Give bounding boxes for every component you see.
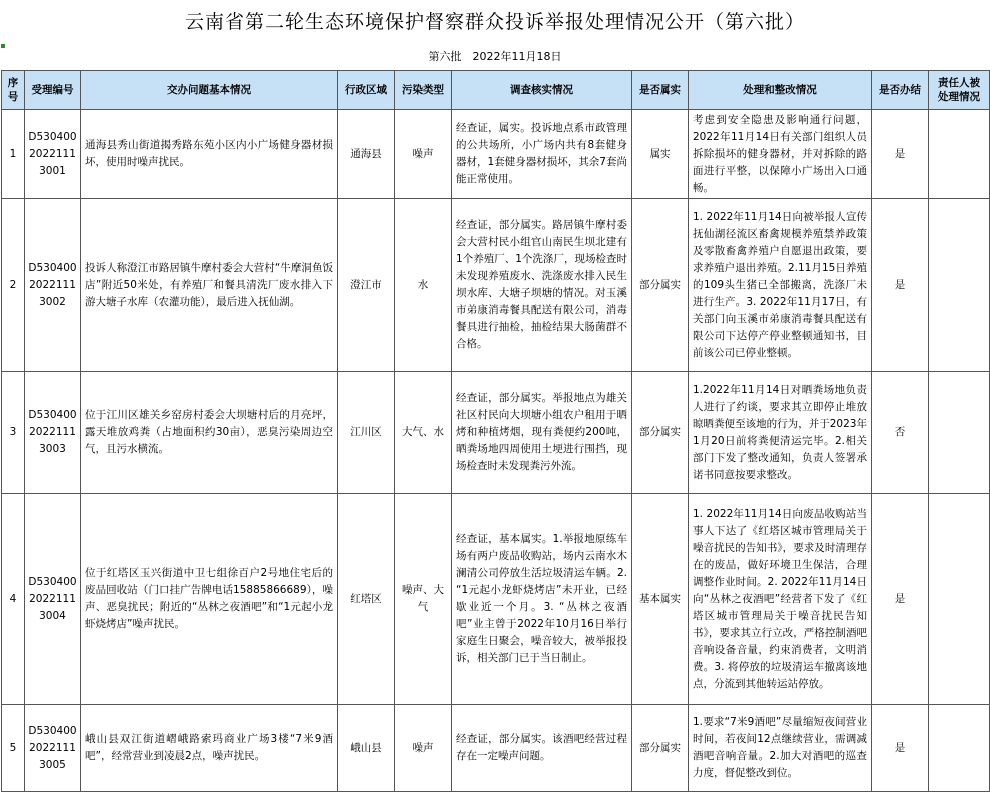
row-handling [689, 494, 872, 705]
row-handling-text: 1.2022年11月14日对晒粪场地负责人进行了约谈，要求其立即停止堆放晾晒粪便至该地的行为，并于2023年1月20日前将粪便清运完毕。2.相关部门下发了整改通知，负责人签署承诺书同意按要求整改。 [693, 383, 867, 481]
row-id: D5304002022111 3003 [25, 372, 81, 494]
row-verification [452, 705, 632, 792]
row-id: D5304002022111 3005 [25, 705, 81, 792]
row-accountability [929, 705, 990, 792]
row-verification [452, 372, 632, 494]
row-closed: 是 [872, 199, 929, 372]
row-seq: 4 [2, 494, 25, 705]
row-issue [81, 705, 338, 792]
row-closed: 是 [872, 705, 929, 792]
row-pollution: 噪声、大气 [395, 494, 452, 705]
row-seq: 5 [2, 705, 25, 792]
row-region: 通海县 [338, 110, 395, 199]
header-row [2, 71, 990, 110]
row-closed: 否 [872, 372, 929, 494]
row-confirmed: 基本属实 [632, 494, 689, 705]
row-issue-text: 位于江川区雄关乡窑房村委会大坝塘村后的月亮坪，露天堆放鸡粪（占地面积约30亩），恶臭污染周边空气，且污水横流。 [85, 409, 333, 455]
row-id: D5304002022111 3004 [25, 494, 81, 705]
row-handling [689, 372, 872, 494]
row-issue [81, 494, 338, 705]
complaint-table [1, 70, 990, 792]
row-region: 峨山县 [338, 705, 395, 792]
page-title: 云南省第二轮生态环境保护督察群众投诉举报处理情况公开（第六批） [184, 11, 805, 33]
row-handling-text: 1.要求“7米9酒吧”尽量缩短夜间营业时间，若夜间12点继续营业，需调减酒吧音响音量。2.加大对酒吧的巡查力度，督促整改到位。 [693, 716, 867, 779]
row-confirmed: 部分属实 [632, 705, 689, 792]
header-seq: 序号 [2, 71, 25, 110]
row-handling-text: 1. 2022年11月14日向废品收购站当事人下达了《红塔区城市管理局关于噪音扰民的告知书》，要求及时清理存在的废品，做好环境卫生保洁，合理调整作业时间。2. 2022年11月14日向“丛林之夜酒吧”经营者下发了《红塔区城市管理局关于噪音扰民告知书》，要求其立行立改，严格控制酒吧音响设备音量，约束消费者，文明消费。3. 将停放的垃圾清运车撤离该地点，分流到其他转运站停放。 [693, 507, 867, 690]
header-closed: 是否办结 [872, 71, 929, 110]
row-handling [689, 199, 872, 372]
row-issue [81, 110, 338, 199]
row-seq: 1 [2, 110, 25, 199]
row-id: D5304002022111 3002 [25, 199, 81, 372]
header-accountability: 责任人被处理情况 [929, 71, 990, 110]
row-verification-text: 经查证，属实。投诉地点系市政管理的公共场所，小广场内共有8套健身器材，1套健身器材损坏，其余7套尚能正常使用。 [456, 122, 627, 185]
row-issue-text: 峨山县双江街道嶍峨路索玛商业广场3楼“7米9酒吧”，经常营业到凌晨2点，噪声扰民。 [85, 733, 333, 762]
row-issue-text: 位于红塔区玉兴街道中卫七组徐百户2号地住宅后的废品回收站（门口挂广告牌电话15885866689），噪声、恶臭扰民；附近的“丛林之夜酒吧”和“1元起小龙虾烧烤店”噪声扰民。 [85, 567, 333, 630]
table-row [2, 494, 990, 705]
row-confirmed: 部分属实 [632, 372, 689, 494]
table-row [2, 372, 990, 494]
row-id: D5304002022111 3001 [25, 110, 81, 199]
row-verification [452, 199, 632, 372]
header-handling: 处理和整改情况 [689, 71, 872, 110]
row-closed: 是 [872, 110, 929, 199]
row-seq: 2 [2, 199, 25, 372]
row-issue [81, 199, 338, 372]
row-closed: 是 [872, 494, 929, 705]
row-handling [689, 110, 872, 199]
row-confirmed: 部分属实 [632, 199, 689, 372]
row-accountability [929, 372, 990, 494]
row-issue [81, 372, 338, 494]
row-pollution: 水 [395, 199, 452, 372]
row-verification [452, 494, 632, 705]
row-issue-text: 投诉人称澄江市路居镇牛摩村委会大营村“牛摩洞鱼饭店”附近50米处，有养殖厂和餐具清洗厂废水排入下游大塘子水库（农灌功能），最后进入抚仙湖。 [85, 261, 333, 308]
row-verification-text: 经查证，基本属实。1.举报地原练车场有两户废品收购站，场内云南水木澜清公司停放生活垃圾清运车辆。2. “1元起小龙虾烧烤店”未开业，已经歇业近一个月。3. “丛林之夜酒吧”业主曾于2022年10月16日举行家庭生日聚会，噪音较大，被举报投诉，相关部门已于当日制止。 [456, 533, 627, 664]
header-pollution: 污染类型 [395, 71, 452, 110]
row-confirmed: 属实 [632, 110, 689, 199]
header-id: 受理编号 [25, 71, 81, 110]
row-region: 澄江市 [338, 199, 395, 372]
row-verification [452, 110, 632, 199]
cell-corner-marker [1, 44, 5, 48]
table-row [2, 705, 990, 792]
row-accountability [929, 494, 990, 705]
row-accountability [929, 199, 990, 372]
row-region: 红塔区 [338, 494, 395, 705]
header-region: 行政区域 [338, 71, 395, 110]
batch-date: 第六批 2022年11月18日 [428, 50, 562, 63]
row-pollution: 噪声 [395, 705, 452, 792]
row-issue-text: 通海县秀山街道揭秀路东苑小区内小广场健身器材损坏，使用时噪声扰民。 [85, 139, 333, 168]
row-verification-text: 经查证，部分属实。路居镇牛摩村委会大营村民小组官山南民生坝北建有1个养殖厂、1个洗涤厂，现场检查时未发现养殖废水、洗涤废水排入民生坝水库、大塘子坝塘的情况。对玉溪市弟康消毒餐具配送有限公司，消毒餐具进行抽检，抽检结果大肠菌群不合格。 [456, 219, 627, 350]
row-handling-text: 考虑到安全隐患及影响通行问题，2022年11月14日有关部门组织人员拆除损坏的健身器材，并对拆除的路面进行平整，以保障小广场出入口通畅。 [693, 113, 867, 194]
row-pollution: 噪声 [395, 110, 452, 199]
row-seq: 3 [2, 372, 25, 494]
header-verification: 调查核实情况 [452, 71, 632, 110]
table-row [2, 199, 990, 372]
row-verification-text: 经查证，部分属实。举报地点为雄关社区村民向大坝塘小组农户租用于晒烤和种植烤烟，现有粪便约200吨，晒粪场地四周使用土埂进行围挡，现场检查时未发现粪污外流。 [456, 392, 627, 472]
row-accountability [929, 110, 990, 199]
header-confirmed: 是否属实 [632, 71, 689, 110]
row-verification-text: 经查证，部分属实。该酒吧经营过程存在一定噪声问题。 [456, 733, 627, 762]
row-handling [689, 705, 872, 792]
table-row [2, 110, 990, 199]
header-issue: 交办问题基本情况 [81, 71, 338, 110]
row-pollution: 大气、水 [395, 372, 452, 494]
row-region: 江川区 [338, 372, 395, 494]
row-handling-text: 1. 2022年11月14日向被举报人宣传抚仙湖径流区畜禽规模养殖禁养政策及零散畜禽养殖户自愿退出政策，要求养殖户退出养殖。2.11月15日养殖的109头生猪已全部搬离，洗涤厂未进行生产。3. 2022年11月17日，有关部门向玉溪市弟康消毒餐具配送有限公司下达停产停业整顿通知书，目前该公司已停业整顿。 [693, 210, 867, 359]
